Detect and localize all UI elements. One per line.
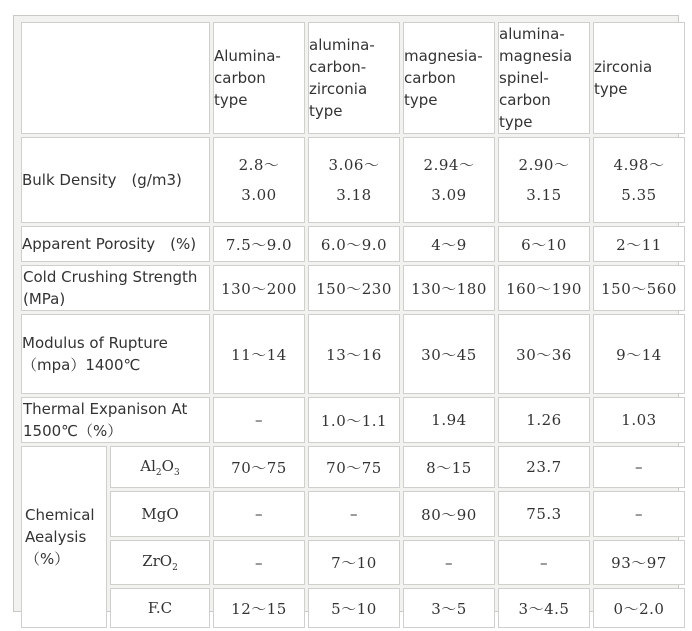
cell-value: 0〜2.0 xyxy=(593,588,685,628)
header-alumina-magnesia-spinel-carbon: alumina-magnesia spinel-carbon type xyxy=(498,22,590,134)
cell-value: 3〜4.5 xyxy=(498,588,590,628)
cell-value: 93〜97 xyxy=(593,540,685,585)
row-label-modulus-rupture xyxy=(21,314,210,394)
cell-value: – xyxy=(403,540,495,585)
cell-value: – xyxy=(498,540,590,585)
label-line: Modulus of Rupture xyxy=(22,334,168,352)
row-label-apparent-porosity: Apparent Porosity (%) xyxy=(21,226,210,262)
cell-value: 3〜5 xyxy=(403,588,495,628)
cell-value: 12〜15 xyxy=(213,588,305,628)
cell-value: 7.5〜9.0 xyxy=(213,226,305,262)
header-row xyxy=(21,22,685,134)
cell-value: 11〜14 xyxy=(213,314,305,394)
table-row-chemical-fc xyxy=(21,588,685,628)
cell-value: 2.94〜 3.09 xyxy=(403,137,495,223)
cell-value: – xyxy=(593,446,685,488)
cell-value: 1.94 xyxy=(403,397,495,443)
table-row-chemical-al2o3 xyxy=(21,446,685,488)
component-label-zro2: ZrO$_2$ xyxy=(110,540,210,585)
cell-value: 4〜9 xyxy=(403,226,495,262)
cell-value: 160〜190 xyxy=(498,265,590,311)
cell-value: – xyxy=(308,491,400,537)
cell-value: 80〜90 xyxy=(403,491,495,537)
header-alumina-carbon: Alumina-carbon type xyxy=(213,22,305,134)
cell-value: 1.0〜1.1 xyxy=(308,397,400,443)
table-row-thermal-expansion xyxy=(21,397,685,443)
cell-value: 7〜10 xyxy=(308,540,400,585)
header-zirconia: zirconia type xyxy=(593,22,685,134)
cell-value: 8〜15 xyxy=(403,446,495,488)
cell-value: 23.7 xyxy=(498,446,590,488)
row-label-chemical-analysis xyxy=(21,446,107,628)
cell-value: – xyxy=(213,540,305,585)
component-label-mgo: MgO xyxy=(110,491,210,537)
cell-value: 13〜16 xyxy=(308,314,400,394)
cell-value: 9〜14 xyxy=(593,314,685,394)
header-magnesia-carbon: magnesia-carbon type xyxy=(403,22,495,134)
table-row-chemical-zro2 xyxy=(21,540,685,585)
cell-value: 75.3 xyxy=(498,491,590,537)
cell-value: 70〜75 xyxy=(308,446,400,488)
cell-value: 2.90〜 3.15 xyxy=(498,137,590,223)
cell-value: 130〜200 xyxy=(213,265,305,311)
cell-value: 6〜10 xyxy=(498,226,590,262)
cell-value: 2〜11 xyxy=(593,226,685,262)
label-line: （%） xyxy=(25,550,70,568)
cell-value: 4.98〜 5.35 xyxy=(593,137,685,223)
label-line: （mpa）1400℃ xyxy=(22,356,141,374)
table-row-modulus-rupture xyxy=(21,314,685,394)
cell-value: 30〜45 xyxy=(403,314,495,394)
cell-value: – xyxy=(593,491,685,537)
refractory-properties-table xyxy=(18,19,688,631)
cell-value: 1.03 xyxy=(593,397,685,443)
component-label-al2o3: $Al_2O_3$ xyxy=(110,446,210,488)
cell-value: – xyxy=(213,397,305,443)
cell-value: 30〜36 xyxy=(498,314,590,394)
cell-value: 1.26 xyxy=(498,397,590,443)
row-label-thermal-expansion: Thermal Expanison At 1500℃（%） xyxy=(21,397,210,443)
cell-value: 6.0〜9.0 xyxy=(308,226,400,262)
table-row-chemical-mgo xyxy=(21,491,685,537)
cell-value: – xyxy=(213,491,305,537)
label-line: Aealysis xyxy=(25,528,87,546)
cell-value: 3.06〜 3.18 xyxy=(308,137,400,223)
row-label-cold-crushing: Cold Crushing Strength (MPa) xyxy=(21,265,210,311)
cell-value: 2.8〜 3.00 xyxy=(213,137,305,223)
cell-value: 150〜560 xyxy=(593,265,685,311)
header-corner-cell xyxy=(21,22,210,134)
cell-value: 5〜10 xyxy=(308,588,400,628)
component-label-fc: F.C xyxy=(110,588,210,628)
cell-value: 70〜75 xyxy=(213,446,305,488)
cell-value: 150〜230 xyxy=(308,265,400,311)
label-line: Chemical xyxy=(25,506,95,524)
cell-value: 130〜180 xyxy=(403,265,495,311)
table-row-bulk-density xyxy=(21,137,685,223)
table-row-cold-crushing xyxy=(21,265,685,311)
table-row-apparent-porosity xyxy=(21,226,685,262)
header-alumina-carbon-zirconia: alumina-carbon-zirconia type xyxy=(308,22,400,134)
row-label-bulk-density: Bulk Density (g/m3) xyxy=(21,137,210,223)
